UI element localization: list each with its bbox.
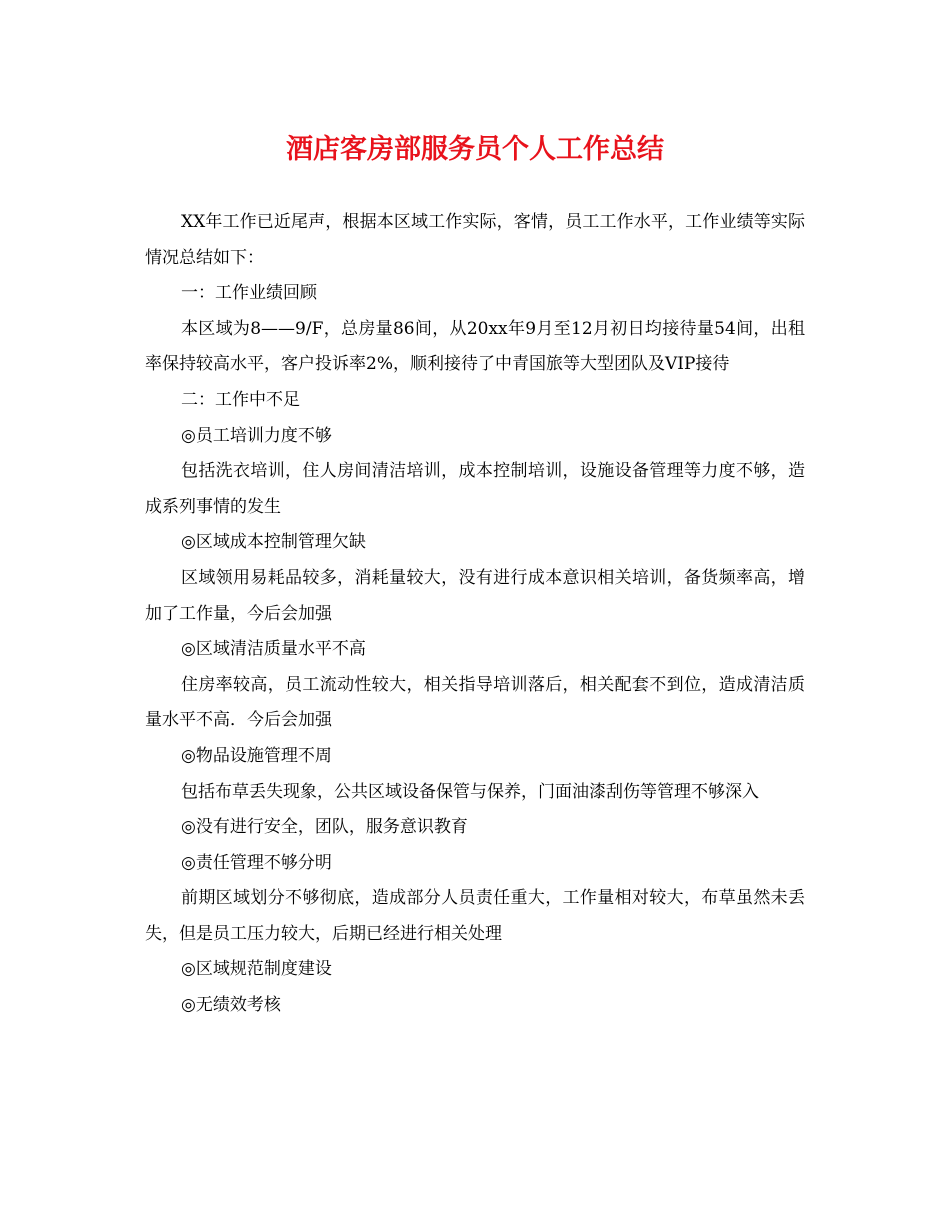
bullet-item: ◎责任管理不够分明: [181, 852, 332, 873]
paragraph: 包括布草丢失现象，公共区域设备保管与保养，门面油漆刮伤等管理不够深入: [181, 781, 759, 802]
bullet-item: ◎物品设施管理不周: [181, 745, 332, 766]
paragraph: 前期区域划分不够彻底，造成部分人员责任重大，工作量相对较大，布草虽然未丢失，但是员工压力较大，后期已经进行相关处理: [145, 888, 805, 944]
bullet-item: ◎区域规范制度建设: [181, 959, 332, 980]
paragraph: 住房率较高，员工流动性较大，相关指导培训落后，相关配套不到位，造成清洁质量水平不高．今后会加强: [145, 674, 805, 731]
bullet-item: ◎区域成本控制管理欠缺: [181, 532, 366, 553]
document-title: 酒店客房部服务员个人工作总结: [286, 134, 664, 165]
bullet-item: ◎区域清洁质量水平不高: [181, 639, 366, 660]
paragraph: 区域领用易耗品较多，消耗量较大，没有进行成本意识相关培训，备货频率高，增加了工作量，今后会加强: [145, 567, 805, 624]
bullet-item: ◎员工培训力度不够: [181, 425, 332, 446]
paragraph: 包括洗衣培训，住人房间清洁培训，成本控制培训，设施设备管理等力度不够，造成系列事情的发生: [145, 461, 805, 517]
bullet-item: ◎没有进行安全，团队，服务意识教育: [181, 817, 468, 838]
bullet-item: ◎无绩效考核: [181, 995, 281, 1016]
document-body: [145, 205, 805, 1024]
section-heading: 二：工作中不足: [181, 389, 300, 410]
section-heading: 一：工作业绩回顾: [181, 283, 317, 304]
paragraph: XX年工作已近尾声，根据本区域工作实际，客情，员工工作水平，工作业绩等实际情况总结如下：: [145, 212, 805, 268]
paragraph: 本区域为8——9/F，总房量86间，从20xx年9月至12月初日均接待量54间，出租率保持较高水平，客户投诉率2%，顺利接待了中青国旅等大型团队及VIP接待: [145, 318, 805, 375]
